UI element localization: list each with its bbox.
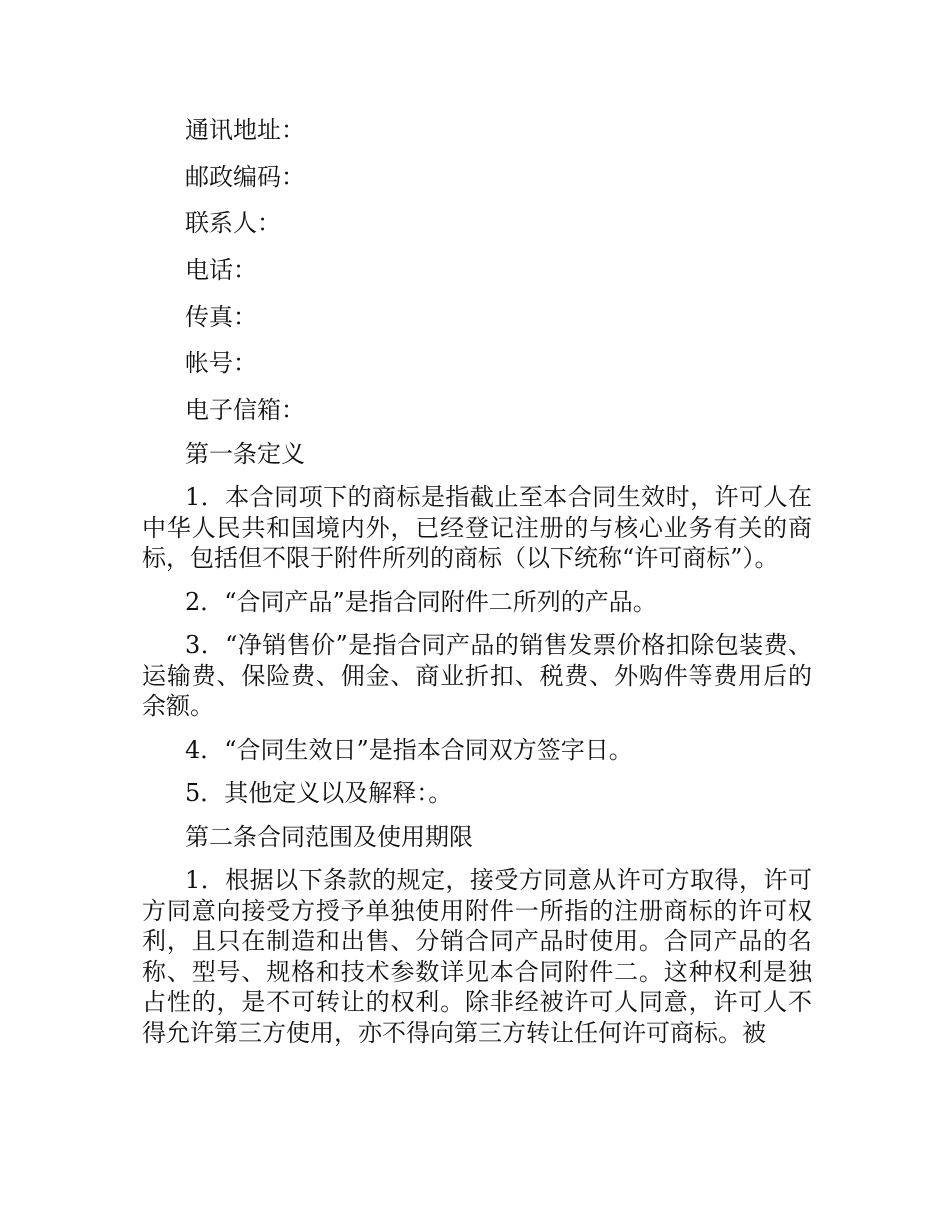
article-1-heading: 第一条定义: [185, 439, 305, 468]
contact-field-contact-person: 联系人：: [185, 209, 281, 238]
article-2-item-1: 1．根据以下条款的规定，接受方同意从许可方取得，许可方同意向接受方授予单独使用附件一所指的注册商标的许可权利，且只在制造和出售、分销合同产品时使用。合同产品的名称、型号、规格和技术参数详见本合同附件二。这种权利是独占性的，是不可转让的权利。除非经被许可人同意，许可人不得允许第三方使用，亦不得向第三方转让任何许可商标。被: [142, 866, 812, 1047]
article-2-heading: 第二条合同范围及使用期限: [185, 822, 473, 851]
article-1-item-2: 2．“合同产品”是指合同附件二所列的产品。: [185, 587, 657, 616]
contact-field-phone: 电话：: [185, 256, 257, 285]
contact-field-fax: 传真：: [185, 302, 257, 331]
contact-field-account: 帐号：: [185, 349, 257, 378]
contact-field-email: 电子信箱：: [185, 396, 305, 425]
article-1-item-4: 4．“合同生效日”是指本合同双方签字日。: [185, 735, 633, 764]
contact-field-postcode: 邮政编码：: [185, 162, 305, 191]
contact-field-address: 通讯地址：: [185, 116, 305, 144]
article-1-item-3: 3．“净销售价”是指合同产品的销售发票价格扣除包装费、运输费、保险费、佣金、商业折扣、税费、外购件等费用后的余额。: [142, 631, 812, 721]
document-body: [142, 112, 812, 1061]
article-1-item-5: 5．其他定义以及解释：。: [185, 779, 453, 808]
article-1-item-1: 1．本合同项下的商标是指截止至本合同生效时，许可人在中华人民共和国境内外，已经登记注册的与核心业务有关的商标，包括但不限于附件所列的商标（以下统称“许可商标”）。: [142, 483, 812, 573]
